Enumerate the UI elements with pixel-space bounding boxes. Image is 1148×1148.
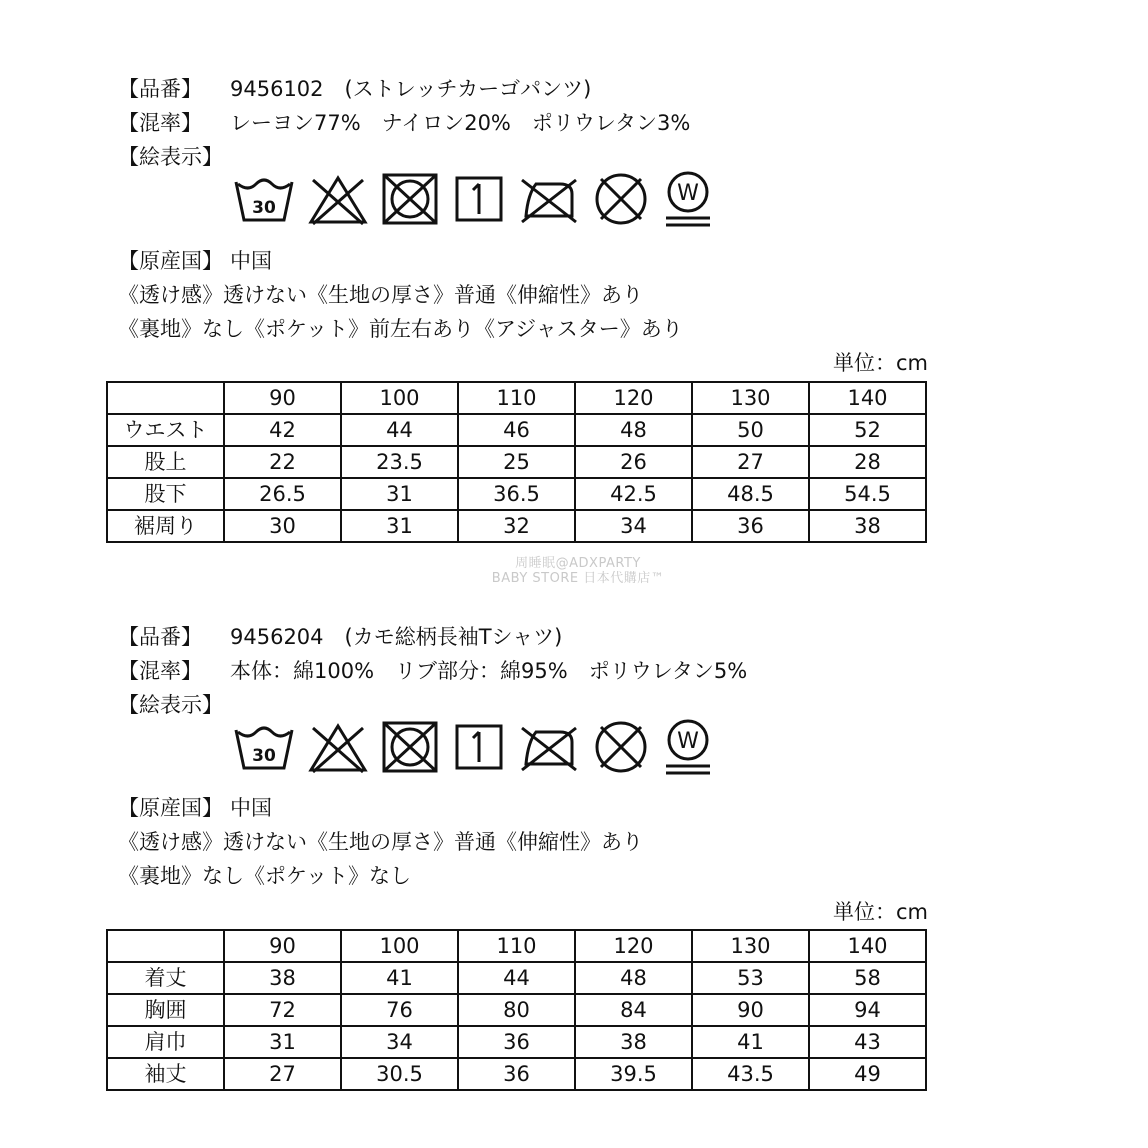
table-cell: 26	[575, 446, 692, 478]
table-cell: 49	[809, 1058, 926, 1090]
watermark	[458, 556, 698, 586]
table-row	[107, 994, 926, 1026]
hinban-value: 9456102 (ストレッチカーゴパンツ)	[230, 77, 592, 101]
size-header: 90	[224, 930, 341, 962]
unit-label: 単位：cm	[832, 900, 928, 924]
row-label: 股下	[107, 478, 224, 510]
table-cell: 30.5	[341, 1058, 458, 1090]
table-cell: 50	[692, 414, 809, 446]
no-bleach-icon	[305, 170, 371, 228]
table-cell: 58	[809, 962, 926, 994]
size-header: 90	[224, 382, 341, 414]
table-cell: 90	[692, 994, 809, 1026]
size-header: 100	[341, 930, 458, 962]
size-header: 120	[575, 382, 692, 414]
wash-30-icon	[230, 170, 298, 228]
no-tumble-dry-icon	[378, 170, 442, 228]
table-cell: 43.5	[692, 1058, 809, 1090]
wash-30-icon	[230, 718, 298, 776]
size-header: 100	[341, 382, 458, 414]
table-cell: 41	[341, 962, 458, 994]
wash-temp-text: 30	[252, 198, 276, 218]
table-cell: 39.5	[575, 1058, 692, 1090]
table-cell: 44	[341, 414, 458, 446]
table-row	[107, 446, 926, 478]
size-header: 120	[575, 930, 692, 962]
row-label: 袖丈	[107, 1058, 224, 1090]
table-cell: 27	[224, 1058, 341, 1090]
table-header-row	[107, 930, 926, 962]
table-row	[107, 478, 926, 510]
table-cell: 38	[809, 510, 926, 542]
size-header: 140	[809, 382, 926, 414]
hinban-value: 9456204 (カモ総柄長袖Tシャツ)	[230, 625, 563, 649]
table-cell: 48	[575, 414, 692, 446]
care-label: 【絵表示】	[118, 145, 223, 169]
wet-clean-letter: W	[677, 181, 699, 206]
table-corner-cell	[107, 930, 224, 962]
hinban-label: 【品番】	[118, 77, 202, 101]
watermark-line-1: 周睡眠@ADXPARTY	[515, 556, 641, 571]
table-cell: 38	[224, 962, 341, 994]
care-symbols	[230, 168, 723, 230]
size-header: 140	[809, 930, 926, 962]
table-cell: 36	[692, 510, 809, 542]
no-dry-clean-icon	[589, 718, 653, 776]
origin-label: 【原産国】	[118, 249, 223, 273]
table-cell: 41	[692, 1026, 809, 1058]
unit-label: 単位：cm	[832, 351, 928, 375]
wet-clean-icon	[660, 716, 716, 778]
attributes-line-2: 《裏地》なし《ポケット》なし	[118, 864, 411, 888]
table-cell: 44	[458, 962, 575, 994]
no-iron-icon	[516, 170, 582, 228]
table-cell: 76	[341, 994, 458, 1026]
table-cell: 26.5	[224, 478, 341, 510]
row-label: ウエスト	[107, 414, 224, 446]
attributes-line-1: 《透け感》透けない《生地の厚さ》普通《伸縮性》あり	[118, 830, 643, 854]
care-symbols	[230, 716, 723, 778]
table-row	[107, 962, 926, 994]
attributes-line-2: 《裏地》なし《ポケット》前左右あり《アジャスター》あり	[118, 317, 683, 341]
attributes-line-1: 《透け感》透けない《生地の厚さ》普通《伸縮性》あり	[118, 283, 643, 307]
table-cell: 23.5	[341, 446, 458, 478]
table-cell: 72	[224, 994, 341, 1026]
table-cell: 94	[809, 994, 926, 1026]
table-cell: 80	[458, 994, 575, 1026]
wet-clean-icon	[660, 168, 716, 230]
table-cell: 22	[224, 446, 341, 478]
material-label: 【混率】	[118, 111, 202, 135]
table-row	[107, 1058, 926, 1090]
size-header: 130	[692, 382, 809, 414]
table-row	[107, 510, 926, 542]
table-cell: 38	[575, 1026, 692, 1058]
table-cell: 30	[224, 510, 341, 542]
table-cell: 32	[458, 510, 575, 542]
size-table	[106, 929, 927, 1091]
table-row	[107, 1026, 926, 1058]
size-header: 110	[458, 930, 575, 962]
material-value: レーヨン77% ナイロン20% ポリウレタン3%	[230, 111, 691, 135]
material-label: 【混率】	[118, 659, 202, 683]
row-label: 着丈	[107, 962, 224, 994]
table-cell: 25	[458, 446, 575, 478]
size-header: 130	[692, 930, 809, 962]
no-bleach-icon	[305, 718, 371, 776]
table-cell: 54.5	[809, 478, 926, 510]
size-header: 110	[458, 382, 575, 414]
table-cell: 52	[809, 414, 926, 446]
size-table	[106, 381, 927, 543]
table-row	[107, 414, 926, 446]
wash-temp-text: 30	[252, 746, 276, 766]
table-cell: 84	[575, 994, 692, 1026]
material-value: 本体：綿100% リブ部分：綿95% ポリウレタン5%	[230, 659, 748, 683]
watermark-line-2: BABY STORE 日本代購店™	[491, 571, 665, 586]
line-dry-icon	[449, 718, 509, 776]
row-label: 胸囲	[107, 994, 224, 1026]
origin-label: 【原産国】	[118, 796, 223, 820]
table-cell: 42.5	[575, 478, 692, 510]
row-label: 裾周り	[107, 510, 224, 542]
hinban-label: 【品番】	[118, 625, 202, 649]
table-cell: 31	[341, 510, 458, 542]
no-tumble-dry-icon	[378, 718, 442, 776]
table-cell: 34	[341, 1026, 458, 1058]
care-label: 【絵表示】	[118, 693, 223, 717]
table-cell: 36.5	[458, 478, 575, 510]
table-cell: 31	[341, 478, 458, 510]
table-cell: 46	[458, 414, 575, 446]
table-cell: 34	[575, 510, 692, 542]
no-iron-icon	[516, 718, 582, 776]
row-label: 肩巾	[107, 1026, 224, 1058]
wet-clean-letter: W	[677, 729, 699, 754]
table-cell: 36	[458, 1058, 575, 1090]
table-cell: 31	[224, 1026, 341, 1058]
table-cell: 27	[692, 446, 809, 478]
table-cell: 36	[458, 1026, 575, 1058]
table-cell: 48	[575, 962, 692, 994]
table-cell: 43	[809, 1026, 926, 1058]
origin-value: 中国	[230, 796, 272, 820]
table-cell: 28	[809, 446, 926, 478]
table-corner-cell	[107, 382, 224, 414]
table-cell: 53	[692, 962, 809, 994]
line-dry-icon	[449, 170, 509, 228]
table-cell: 48.5	[692, 478, 809, 510]
origin-value: 中国	[230, 249, 272, 273]
row-label: 股上	[107, 446, 224, 478]
no-dry-clean-icon	[589, 170, 653, 228]
table-cell: 42	[224, 414, 341, 446]
table-header-row	[107, 382, 926, 414]
